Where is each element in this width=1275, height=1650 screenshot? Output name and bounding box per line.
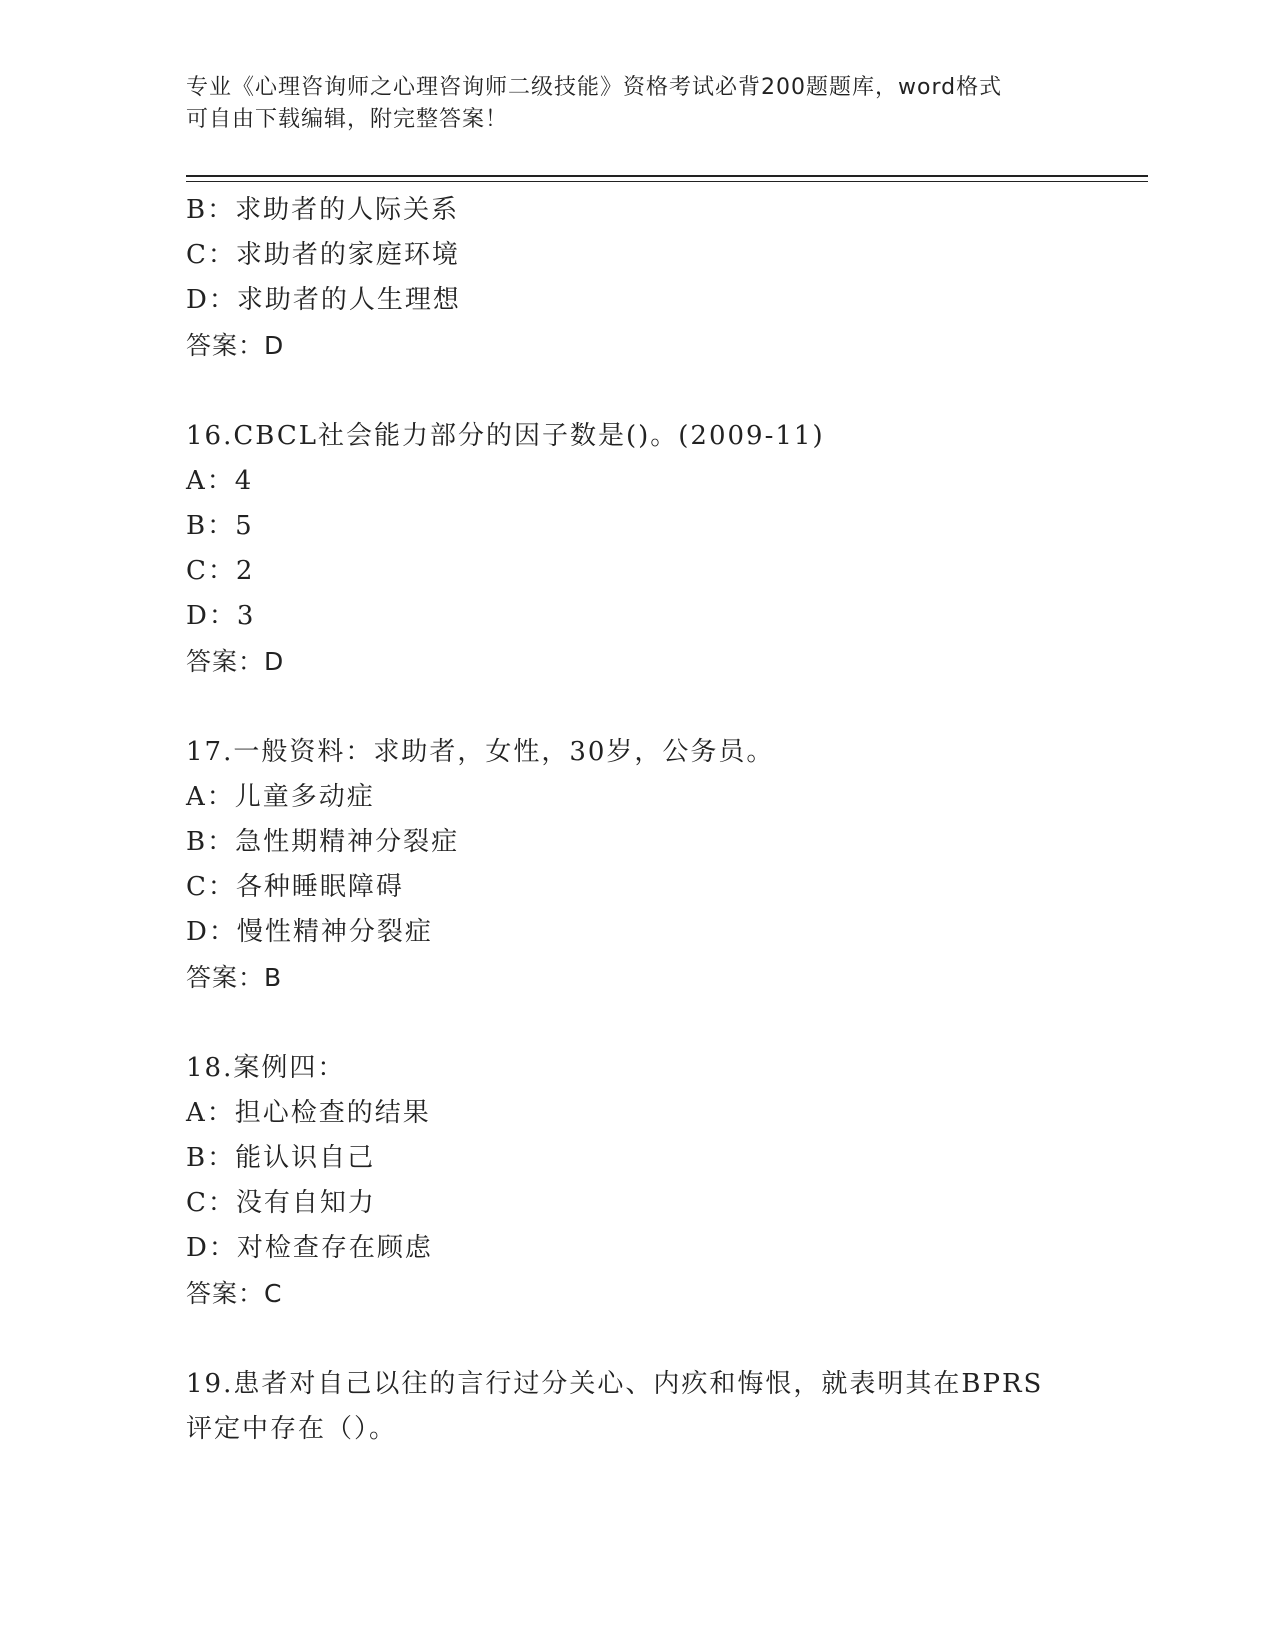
option-d: D：对检查存在顾虑 xyxy=(186,1233,433,1263)
option-a: A：儿童多动症 xyxy=(186,782,375,812)
option-c: C：各种睡眠障碍 xyxy=(186,872,404,902)
option-b: B：急性期精神分裂症 xyxy=(186,827,460,857)
question-content xyxy=(186,188,1086,1452)
option-b: B：求助者的人际关系 xyxy=(186,195,460,225)
spacer xyxy=(186,368,1086,414)
question-stem-line-2: 评定中存在（）。 xyxy=(186,1414,398,1444)
option-a: A：担心检查的结果 xyxy=(186,1098,431,1128)
option-d: D：慢性精神分裂症 xyxy=(186,917,433,947)
option-c: C：2 xyxy=(186,556,255,586)
answer-line: 答案：D xyxy=(186,647,285,676)
spacer xyxy=(186,1316,1086,1362)
option-c: C：没有自知力 xyxy=(186,1188,376,1218)
option-b: B：能认识自己 xyxy=(186,1143,376,1173)
header-rule-thin xyxy=(186,181,1148,182)
question-block-18 xyxy=(186,1046,1086,1316)
answer-line: 答案：C xyxy=(186,1279,283,1308)
header-line-2: 可自由下载编辑，附完整答案！ xyxy=(186,107,509,132)
header-line-1: 专业《心理咨询师之心理咨询师二级技能》资格考试必背200题题库，word格式 xyxy=(186,75,1003,100)
question-block-19 xyxy=(186,1362,1086,1452)
answer-line: 答案：D xyxy=(186,331,285,360)
page-header xyxy=(186,72,1066,136)
question-stem-line-1: 19.患者对自己以往的言行过分关心、内疚和悔恨，就表明其在BPRS xyxy=(186,1369,1044,1399)
option-c: C：求助者的家庭环境 xyxy=(186,240,460,270)
question-stem: 18.案例四： xyxy=(186,1053,346,1083)
option-a: A：4 xyxy=(186,466,254,496)
question-block-17 xyxy=(186,730,1086,1000)
option-b: B：5 xyxy=(186,511,254,541)
option-d: D：3 xyxy=(186,601,256,631)
spacer xyxy=(186,1000,1086,1046)
option-d: D：求助者的人生理想 xyxy=(186,285,461,315)
question-stem: 17.一般资料：求助者，女性，30岁，公务员。 xyxy=(186,737,775,767)
question-block-16 xyxy=(186,414,1086,684)
spacer xyxy=(186,684,1086,730)
answer-line: 答案：B xyxy=(186,963,283,992)
header-rule-thick xyxy=(186,175,1148,177)
question-block-prev xyxy=(186,188,1086,368)
question-stem: 16.CBCL社会能力部分的因子数是()。(2009-11) xyxy=(186,421,825,451)
